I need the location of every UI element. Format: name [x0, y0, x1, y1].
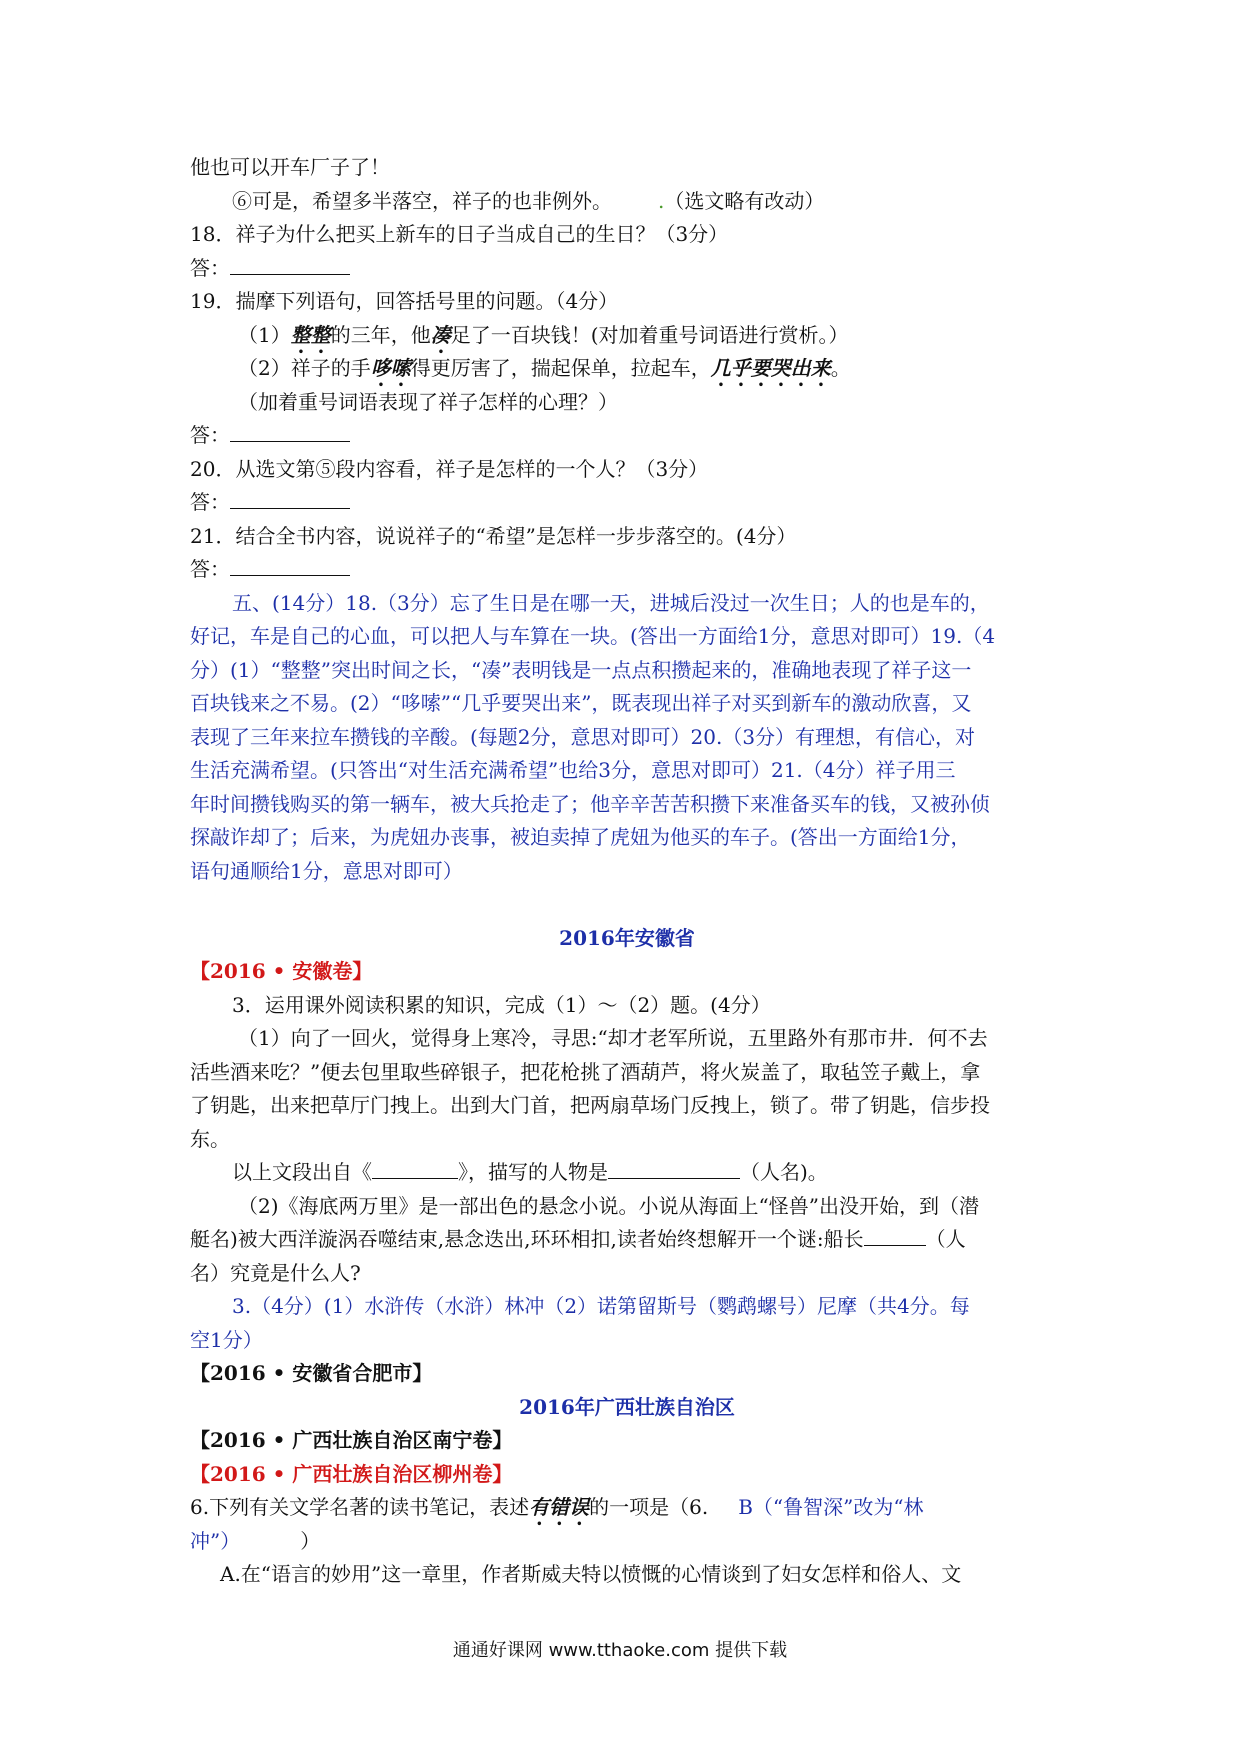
section-heading-anhui: 2016年安徽省 [559, 925, 695, 950]
text-span: （1） [238, 322, 291, 347]
answer-key-line: 语句通顺给1分，意思对即可） [190, 858, 463, 883]
question-19-2-prompt: （加着重号词语表现了祥子怎样的心理？） [238, 389, 618, 414]
answer-key-line: 百块钱来之不易。(2）“哆嗦”“几乎要哭出来”，既表现出祥子对买到新车的激动欣喜，又 [190, 691, 972, 715]
passage-line: （2)《海底两万里》是一部出色的悬念小说。小说从海面上“怪兽”出没开始，到（潜 [238, 1193, 979, 1218]
question-6-cont [190, 1525, 1064, 1559]
answer-key-line: 表现了三年来拉车攒钱的辛酸。(每题2分，意思对即可）20.（3分）有理想，有信心，对 [190, 724, 976, 749]
answer-line [190, 252, 1064, 286]
answer-label: 答： [190, 490, 230, 514]
question-6 [190, 1491, 1064, 1525]
source-note: （选文略有改动） [664, 188, 825, 213]
inline-answer: B（“鲁智深”改为“林 [738, 1495, 924, 1519]
emphasis-word: 凑 [430, 322, 451, 347]
answer-blank [230, 488, 350, 509]
answer-key-line: 空1分） [190, 1327, 263, 1352]
answer-line [190, 553, 1064, 587]
passage-line: （1）向了一回火，觉得身上寒冷，寻思:“却才老军所说，五里路外有那市井．何不去 [238, 1026, 988, 1050]
text-span: （2）祥子的手 [238, 356, 371, 380]
exam-tag: 【2016 • 安徽省合肥市】 [190, 1361, 433, 1385]
question-19: 19．揣摩下列语句，回答括号里的问题。（4分） [190, 289, 619, 313]
section-heading-guangxi: 2016年广西壮族自治区 [519, 1394, 735, 1419]
text-span: 》，描写的人物是 [458, 1160, 608, 1184]
emphasis-word: 有错误 [529, 1495, 590, 1519]
text-line [190, 185, 1064, 219]
book-title-blank [372, 1158, 458, 1179]
passage-line: 了钥匙，出来把草厅门拽上。出到大门首，把两扇草场门反拽上，锁了。带了钥匙，信步投 [190, 1093, 990, 1117]
text-span: （人名)。 [740, 1160, 828, 1184]
fill-in-line [190, 1156, 1064, 1190]
answer-blank [230, 421, 350, 442]
passage-line [190, 1223, 1064, 1257]
text-span: 。 [830, 356, 851, 380]
question-18: 18．祥子为什么把买上新车的日子当成自己的生日？（3分） [190, 222, 729, 246]
exam-tag: 【2016 • 广西壮族自治区柳州卷】 [190, 1461, 513, 1486]
answer-key-line: 探敲诈却了；后来，为虎妞办丧事，被迫卖掉了虎妞为他买的车子。(答出一方面给1分， [190, 825, 971, 849]
answer-key-line: 生活充满希望。(只答出“对生活充满希望”也给3分，意思对即可）21.（4分）祥子用三 [190, 758, 956, 782]
question-21: 21．结合全书内容，说说祥子的“希望”是怎样一步步落空的。(4分） [190, 523, 797, 548]
text-span: （人 [925, 1227, 966, 1251]
answer-blank [230, 555, 350, 576]
text-span: 以上文段出自《 [232, 1160, 372, 1184]
emphasis-word: 整整 [290, 322, 331, 347]
answer-label: 答： [190, 423, 230, 447]
answer-key-line: 年时间攒钱购买的第一辆车，被大兵抢走了；他辛辛苦苦积攒下来准备买车的钱，又被孙侦 [190, 791, 990, 816]
captain-name-blank [864, 1225, 926, 1246]
answer-key-line: 五、(14分）18.（3分）忘了生日是在哪一天，进城后没过一次生日；人的也是车的， [232, 590, 990, 615]
answer-line [190, 419, 1064, 453]
text-span: 足了一百块钱！(对加着重号词语进行赏析。） [450, 322, 849, 347]
exam-tag: 【2016 • 广西壮族自治区南宁卷】 [190, 1428, 513, 1452]
inline-answer: 冲”） [190, 1528, 241, 1553]
question-20: 20．从选文第⑤段内容看，祥子是怎样的一个人？（3分） [190, 456, 709, 481]
option-a: A.在“语言的妙用”这一章里，作者斯威夫特以愤慨的心情谈到了妇女怎样和俗人、文 [220, 1562, 962, 1586]
passage-line: 东。 [190, 1126, 230, 1151]
annotation-mark: . [658, 188, 665, 213]
exam-tag: 【2016 • 安徽卷】 [190, 959, 373, 983]
character-name-blank [608, 1158, 740, 1179]
page-content [190, 151, 1064, 1592]
emphasis-word: 哆嗦 [370, 356, 411, 380]
answer-key-line: 3.（4分）(1）水浒传（水浒）林冲（2）诺第留斯号（鹦鹉螺号）尼摩（共4分。每 [232, 1294, 970, 1318]
answer-key-line: 好记，车是自己的心血，可以把人与车算在一块。(答出一方面给1分，意思对即可）19.（4 [190, 624, 996, 648]
text-span: 的一项是（6. [589, 1495, 709, 1519]
text-span: 的三年，他 [330, 322, 431, 347]
answer-key-line: 分）(1）“整整”突出时间之长，“凑”表明钱是一点点积攒起来的，准确地表现了祥子这一 [190, 657, 972, 682]
text-span: 6.下列有关文学名著的读书笔记，表述 [190, 1495, 530, 1519]
text-span: ） [300, 1528, 321, 1553]
text-line: 他也可以开车厂子了！ [190, 155, 390, 179]
passage-line: 活些酒来吃？”便去包里取些碎银子，把花枪挑了酒葫芦，将火炭盖了，取毡笠子戴上，拿 [190, 1059, 981, 1084]
emphasis-word: 几乎要哭出来 [710, 356, 831, 380]
text-span: ⑥可是，希望多半落空，祥子的也非例外。 [232, 188, 612, 213]
page-footer: 通通好课网 www.tthaoke.com 提供下载 [452, 1640, 788, 1661]
question-3: 3．运用课外阅读积累的知识，完成（1）～（2）题。(4分） [232, 992, 771, 1017]
question-19-2 [190, 352, 1064, 386]
answer-line [190, 486, 1064, 520]
answer-blank [230, 254, 350, 275]
passage-line: 名）究竟是什么人? [190, 1260, 361, 1285]
text-span: 艇名)被大西洋漩涡吞噬结束,悬念迭出,环环相扣,读者始终想解开一个谜:船长 [190, 1227, 864, 1251]
text-span: 得更厉害了，揣起保单，拉起车， [410, 356, 711, 380]
answer-label: 答： [190, 255, 230, 280]
answer-label: 答： [190, 557, 230, 581]
question-19-1 [190, 319, 1064, 353]
